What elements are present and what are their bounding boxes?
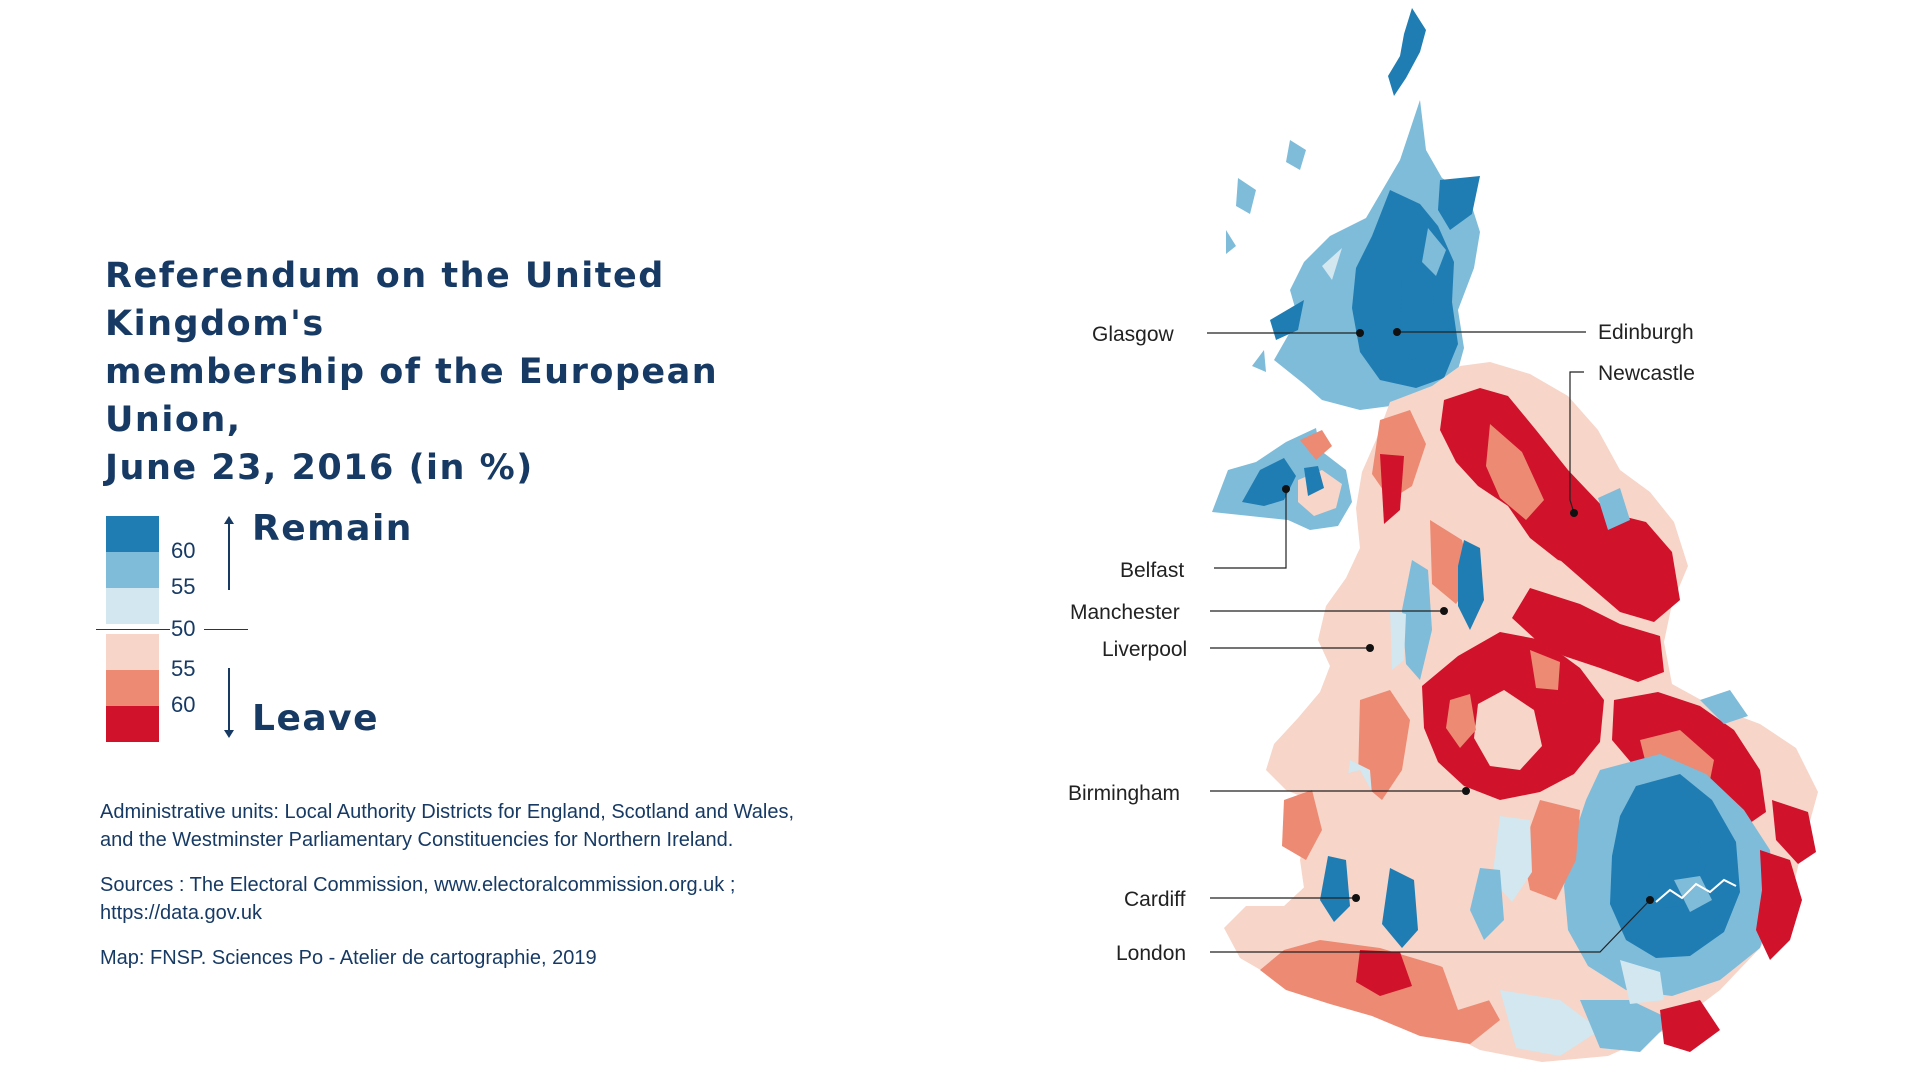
region-northern-ireland <box>1212 428 1352 530</box>
legend <box>96 508 456 748</box>
tick-remain-55: 55 <box>171 574 196 599</box>
city-label-london: London <box>1116 942 1187 965</box>
city-label-liverpool: Liverpool <box>1102 638 1188 661</box>
sources-note: Sources : The Electoral Commission, www.electoralcommission.org.uk ; https://data.gov.uk <box>100 874 736 924</box>
arrow-down-icon <box>228 668 230 730</box>
uk-cartogram-map <box>1060 0 1860 1080</box>
tick-leave-60: 60 <box>171 692 196 717</box>
city-label-glasgow: Glasgow <box>1092 323 1174 346</box>
swatch-remain-mid <box>106 552 159 588</box>
legend-divider-right <box>204 629 248 630</box>
city-label-manchester: Manchester <box>1070 601 1180 624</box>
swatch-leave-strong <box>106 706 159 742</box>
swatch-remain-light <box>106 588 159 624</box>
city-label-edinburgh: Edinburgh <box>1598 321 1694 344</box>
legend-remain-label: Remain <box>252 508 413 549</box>
legend-divider-left <box>96 629 170 630</box>
map-notes <box>100 798 940 989</box>
tick-middle-50: 50 <box>171 616 196 641</box>
tick-remain-60: 60 <box>171 538 196 563</box>
city-label-cardiff: Cardiff <box>1124 888 1186 911</box>
city-label-newcastle: Newcastle <box>1598 362 1695 385</box>
region-scotland <box>1252 100 1480 410</box>
swatch-leave-mid <box>106 670 159 706</box>
map-credit: Map: FNSP. Sciences Po - Atelier de cartographie, 2019 <box>100 947 597 969</box>
map-title <box>105 252 865 492</box>
arrow-up-icon <box>228 524 230 590</box>
title-line-3: June 23, 2016 (in %) <box>105 448 534 488</box>
title-line-2: membership of the European Union, <box>105 352 719 440</box>
city-label-birmingham: Birmingham <box>1068 782 1181 805</box>
legend-leave-label: Leave <box>252 698 380 739</box>
title-line-1: Referendum on the United Kingdom's <box>105 256 665 344</box>
tick-leave-55: 55 <box>171 656 196 681</box>
swatch-remain-strong <box>106 516 159 552</box>
admin-units-note: Administrative units: Local Authority Districts for England, Scotland and Wales, and the Westminster Parliamentary Constituencies for Northern Ireland. <box>100 801 795 851</box>
city-label-belfast: Belfast <box>1120 559 1185 582</box>
swatch-leave-light <box>106 634 159 670</box>
